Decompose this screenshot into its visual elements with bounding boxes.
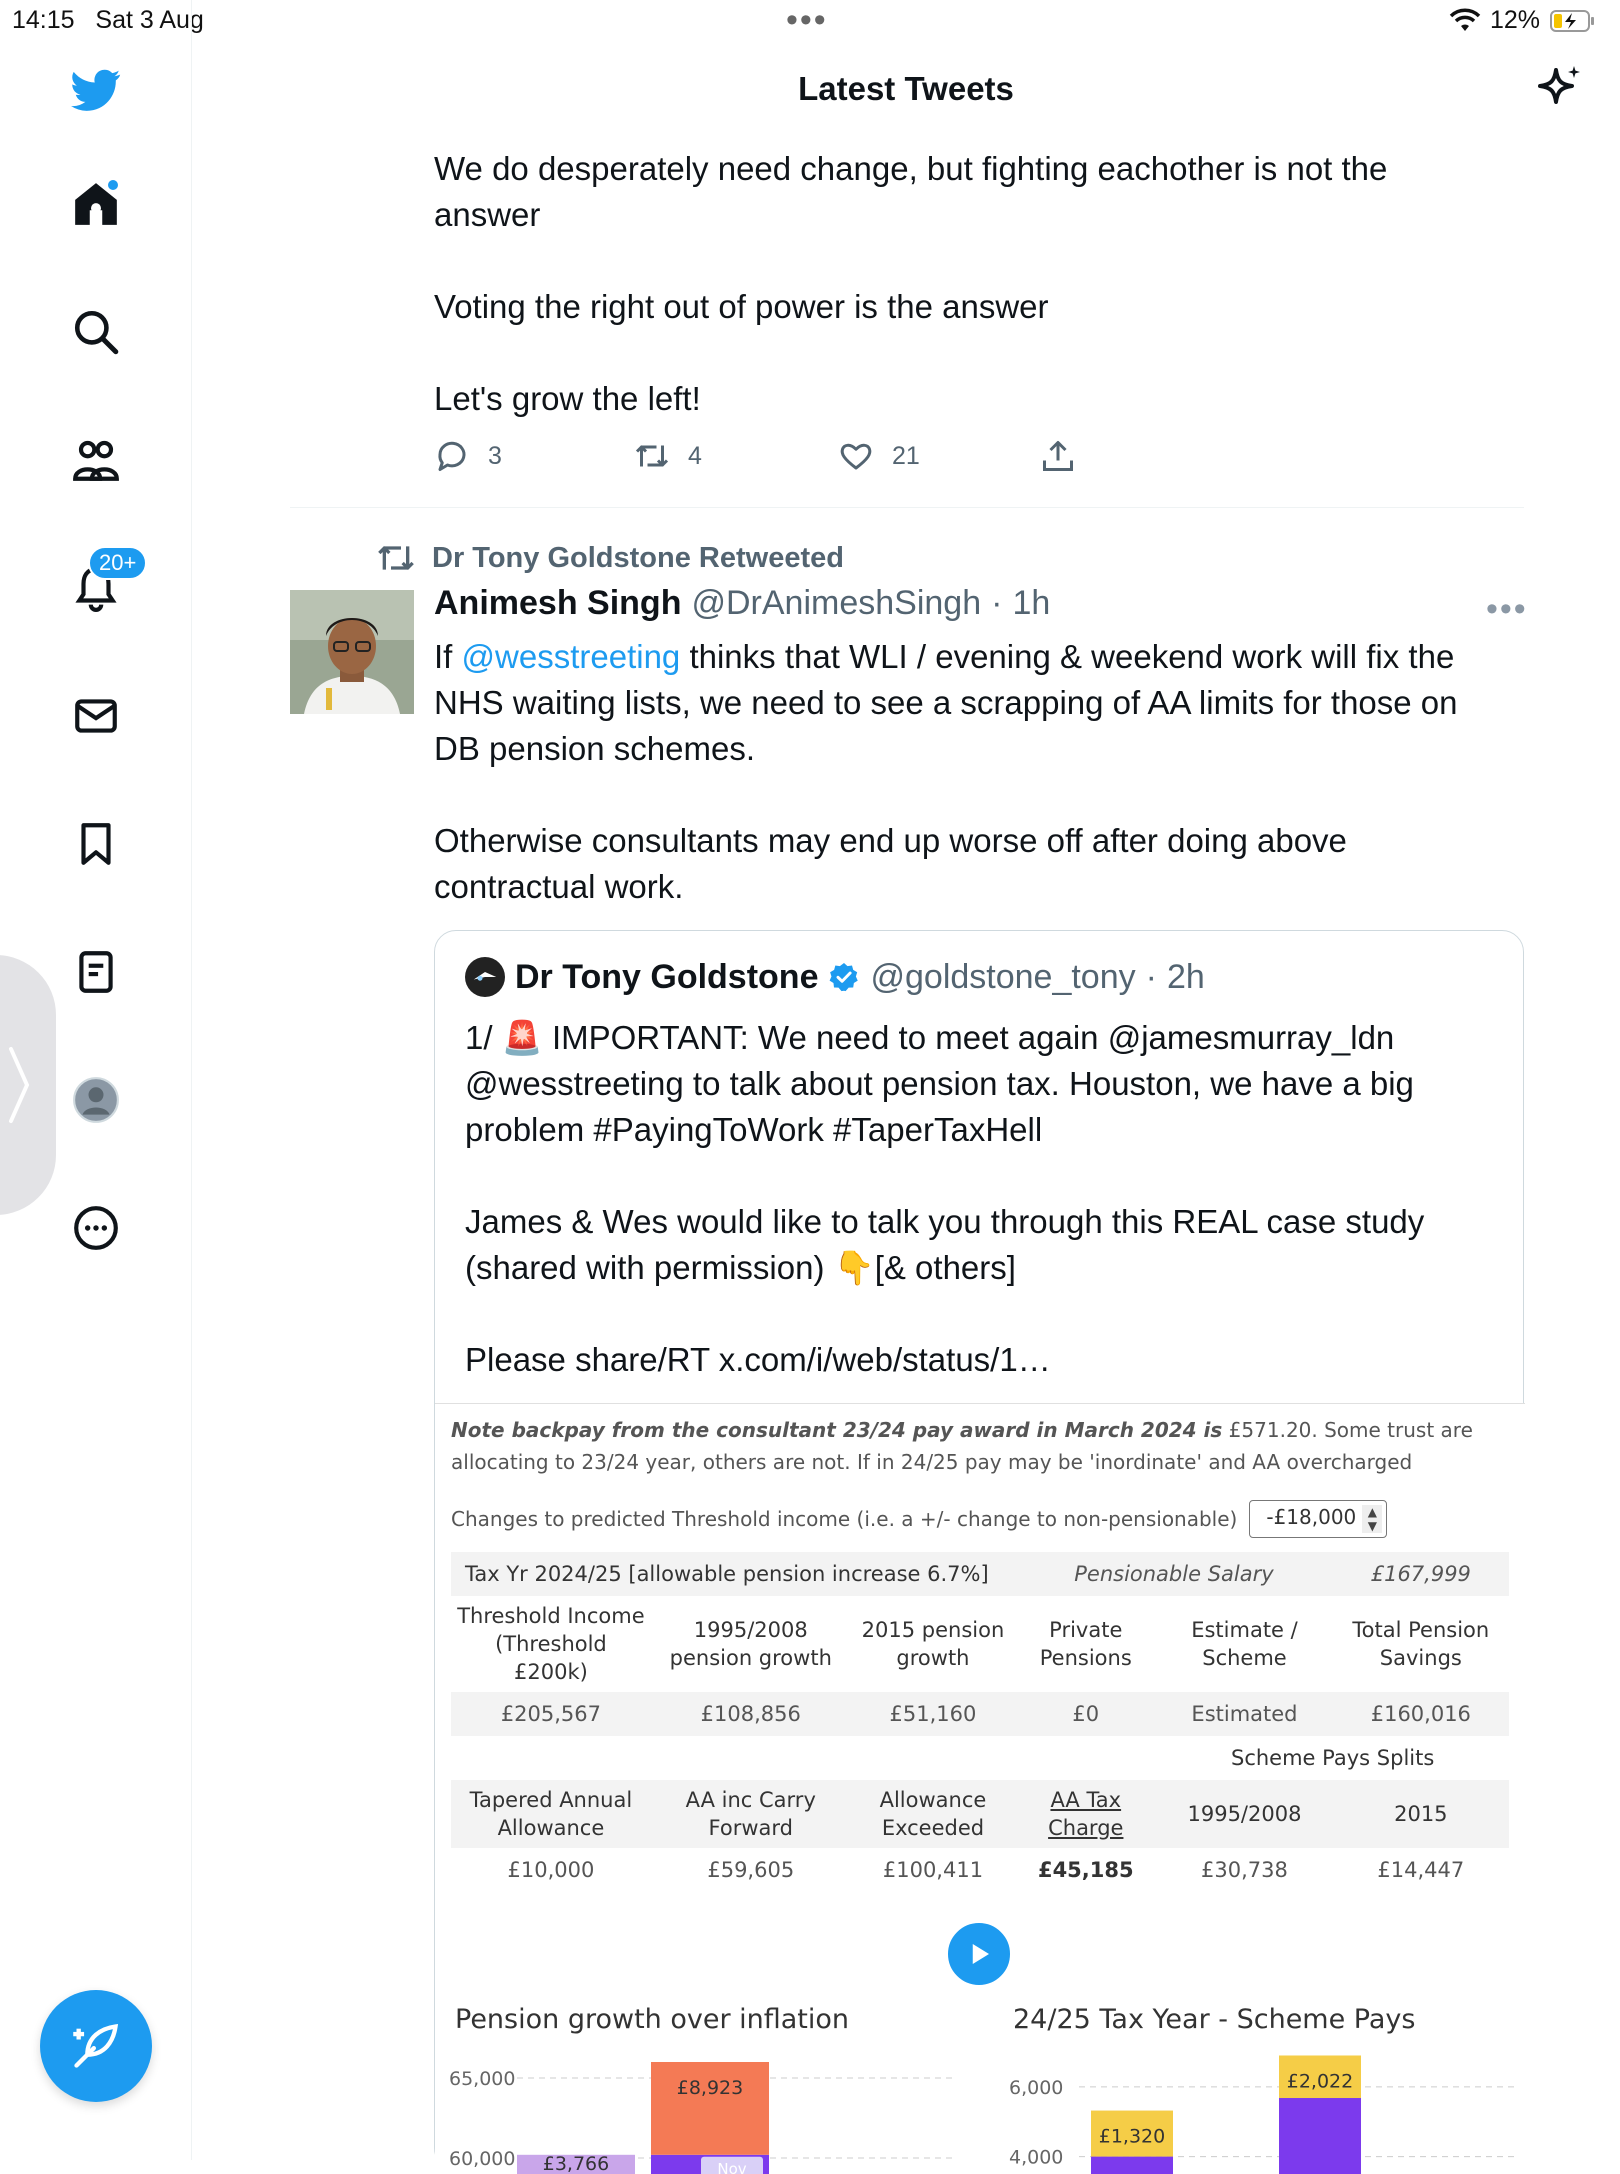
- chart-title-2: 24/25 Tax Year - Scheme Pays: [1013, 2004, 1416, 2035]
- table-row: Tapered Annual Allowance AA inc Carry Forward Allowance Exceeded AA Tax Charge 1995/2008 2015: [451, 1780, 1509, 1848]
- status-time: 14:15 Sat 3 Aug: [12, 6, 204, 34]
- bar-segment: [1091, 2157, 1173, 2174]
- share-upload-icon: [1040, 438, 1076, 474]
- like-button[interactable]: [838, 438, 920, 474]
- share-button[interactable]: [1040, 438, 1076, 474]
- media-note: Note backpay from the consultant 23/24 pay award in March 2024 is £571.20. Some trust are allocating to 23/24 year, others are not. If in 24/25 pay may be 'inordinate' and AA overcharged: [451, 1418, 1473, 1474]
- quoted-tweet-text: 1/ 🚨 IMPORTANT: We need to meet again @jamesmurray_ldn @wesstreeting to talk about pension tax. Houston, we have a big problem #PayingToWork #TaperTaxHell James & Wes would like to talk you through this REAL case study (shared with permission) 👇[& others] Please share/RT x.com/i/web/status/1…: [465, 1019, 1425, 1378]
- home-icon[interactable]: [68, 176, 124, 232]
- multitasking-dots-icon[interactable]: •••: [786, 1, 828, 39]
- y-tick-label: 65,000: [449, 2068, 516, 2090]
- profile-avatar-icon[interactable]: [68, 1072, 124, 1128]
- author-avatar[interactable]: [290, 590, 414, 714]
- stepper-icon: ▲ ▼: [1362, 1505, 1382, 1533]
- table-row: £10,000 £59,605 £100,411 £45,185 £30,738 £14,447: [507, 1858, 1465, 1882]
- bar-data-label: £2,022: [1286, 2070, 1354, 2093]
- notifications-badge: 20+: [88, 546, 147, 580]
- play-icon: [964, 1939, 994, 1969]
- threshold-change-row: [451, 1500, 1387, 1538]
- quoted-author-row: Dr Tony Goldstone @goldstone_tony · 2h: [465, 957, 1205, 997]
- compose-tweet-button[interactable]: [40, 1990, 152, 2102]
- like-count: 21: [892, 441, 920, 470]
- author-handle[interactable]: @DrAnimeshSingh: [691, 584, 982, 622]
- more-options-icon[interactable]: [68, 1200, 124, 1256]
- retweeted-by-label: Dr Tony Goldstone Retweeted: [432, 541, 844, 574]
- threshold-change-label: Changes to predicted Threshold income (i.e. a +/- change to non-pensionable): [451, 1507, 1238, 1531]
- video-play-button[interactable]: [945, 1920, 1013, 1988]
- y-tick-label: 4,000: [1009, 2146, 1064, 2169]
- communities-icon[interactable]: [68, 432, 124, 488]
- sparkle-timeline-icon[interactable]: [1536, 64, 1584, 112]
- messages-icon[interactable]: [68, 688, 124, 744]
- page-title: Latest Tweets: [798, 70, 1014, 107]
- verified-badge-icon: [828, 961, 860, 993]
- y-tick-label: 60,000: [449, 2148, 516, 2170]
- quoted-media-video[interactable]: [435, 1403, 1525, 2173]
- mention-link[interactable]: @wesstreeting: [461, 638, 681, 675]
- chart-title-1: Pension growth over inflation: [455, 2004, 850, 2035]
- quoted-author-handle: @goldstone_tony: [870, 957, 1136, 996]
- tweet-more-icon[interactable]: •••: [1486, 590, 1528, 628]
- quoted-author-name: Dr Tony Goldstone: [515, 957, 819, 996]
- quoted-avatar-logo-icon: [470, 962, 500, 992]
- tweet-text: We do desperately need change, but fighting eachother is not the answer Voting the right out of power is the answer Let's grow the left!: [434, 150, 1388, 417]
- author-row: Animesh Singh @DrAnimeshSingh · 1h: [434, 584, 1051, 622]
- y-tick-label: 6,000: [1009, 2076, 1064, 2099]
- retweet-icon: [634, 438, 670, 474]
- tweet-divider: [290, 507, 1524, 508]
- table-row: £205,567 £108,856 £51,160 £0 Estimated £160,016: [451, 1692, 1509, 1736]
- lists-icon[interactable]: [68, 944, 124, 1000]
- quoted-tweet-time: 2h: [1166, 957, 1205, 996]
- bar-segment: [1279, 2098, 1361, 2174]
- retweet-indicator-icon: [376, 538, 416, 578]
- scheme-pays-chart: [995, 2044, 1525, 2174]
- reply-count: 3: [488, 441, 502, 470]
- battery-icon: [1550, 9, 1596, 33]
- compose-feather-icon: [70, 2020, 122, 2072]
- pension-growth-chart: [435, 2044, 975, 2174]
- side-panel-handle[interactable]: [0, 955, 56, 1215]
- bar-data-label: £1,320: [1098, 2125, 1166, 2148]
- bar-data-label: £8,923: [676, 2077, 744, 2099]
- retweeted-by-row[interactable]: [376, 538, 844, 578]
- author-name[interactable]: Animesh Singh: [434, 584, 682, 622]
- quoted-tweet-card[interactable]: [434, 930, 1524, 2174]
- quoted-author-avatar: [465, 957, 505, 997]
- twitter-logo-icon[interactable]: [68, 62, 124, 118]
- search-icon[interactable]: [68, 304, 124, 360]
- pension-table-1: [451, 1552, 1509, 1892]
- author-photo: [290, 590, 414, 714]
- table-row: Scheme Pays Splits: [1231, 1746, 1435, 1770]
- chevron-right-icon: [3, 1045, 33, 1125]
- notifications-bell-icon[interactable]: [68, 550, 137, 616]
- table-row: Tax Yr 2024/25 [allowable pension increase 6.7%] Pensionable Salary £167,999: [451, 1552, 1509, 1596]
- bar-segment: [651, 2062, 769, 2155]
- table-row: Threshold Income (Threshold £200k) 1995/2008 pension growth 2015 pension growth Private Pensions Estimate / Scheme Total Pension Savings: [457, 1604, 1490, 1684]
- reply-button[interactable]: [434, 438, 502, 474]
- tweet-text: If @wesstreeting thinks that WLI / evening & weekend work will fix the NHS waiting lists, we need to see a scrapping of AA limits for those on DB pension schemes. Otherwise consultants may end up worse off after doing above contractual work.: [434, 638, 1458, 905]
- retweet-button[interactable]: [634, 438, 702, 474]
- bar-data-label: £3,766: [542, 2153, 610, 2174]
- home-unread-dot: [106, 178, 120, 192]
- heart-icon: [838, 438, 874, 474]
- bookmarks-icon[interactable]: [68, 816, 124, 872]
- retweet-count: 4: [688, 441, 702, 470]
- tweet-time[interactable]: 1h: [1012, 584, 1051, 622]
- wifi-icon: [1450, 9, 1480, 33]
- threshold-change-input[interactable]: -£18,000 ▲ ▼: [1249, 1500, 1387, 1538]
- reply-icon: [434, 438, 470, 474]
- battery-percent: 12%: [1489, 6, 1540, 34]
- status-icons: [1450, 6, 1596, 35]
- series-badge-label: Nov: [717, 2159, 747, 2174]
